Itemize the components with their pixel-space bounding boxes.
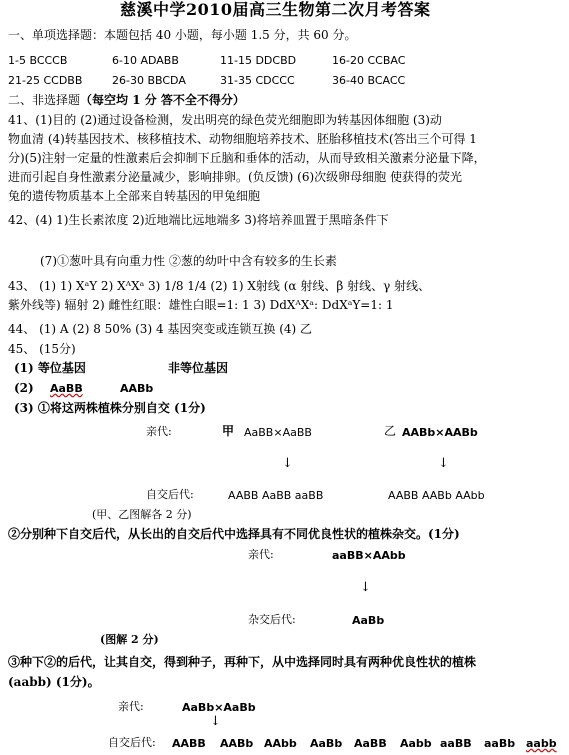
q41-line3: 分)(5)注射一定量的性激素后会抑制下丘脑和垂体的活动，从而导致相关激素分泌量下降， [8,151,486,165]
mc-answers-21-25: 21-25 CCDBB [8,74,83,87]
diagram3-parent-label: 亲代: [118,700,144,713]
q45-part3-step3-line1: ③种下②的后代，让其自交，得到种子，再种下，从中选择同时具有两种优良性状的植株 [8,655,477,669]
q43-line2: 紫外线等) 辐射 2) 雌性红眼：雄性白眼=1: 1 3) DdXᴬXᵃ: DdXᵃY=1: 1 [8,298,394,312]
diagram1-yi-offspring: AABB AABb AAbb [388,489,485,502]
diagram1-jia-offspring: AABB AaBB aaBB [228,489,324,502]
mc-answers-26-30: 26-30 BBCDA [112,74,186,87]
mc-answers-11-15: 11-15 DDCBD [220,54,297,67]
q45-part1-value: 非等位基因 [168,361,229,375]
q41-line1: 41、(1)目的 (2)通过设备检测，发出明亮的绿色荧光细胞即为转基因体细胞 (3)动 [8,113,442,127]
q41-line5: 兔的遗传物质基本上全部来自转基因的甲兔细胞 [8,189,261,203]
section2-header-note: （每空均 1 分 答不全不得分） [80,93,245,107]
page-title: 慈溪中学2010届高三生物第二次月考答案 [120,0,431,19]
diagram3-offspring-aabb9: aabb [526,737,557,750]
section1-header: 一、单项选择题：本题包括 40 小题，每小题 1.5 分，共 60 分。 [8,28,357,42]
mc-answers-16-20: 16-20 CCBAC [332,54,406,67]
q45-line1: 45、 (15分) [8,342,76,356]
diagram1-arrow-yi: ↓ [438,456,449,471]
section2-header [8,93,245,108]
diagram2-note: (图解 2 分) [100,633,159,646]
mc-answers-1-5: 1-5 BCCCB [8,54,68,67]
diagram3-offspring-aabb8: aaBb [484,737,516,750]
diagram3-arrow: ↓ [210,714,221,729]
q45-part3-step2: ②分别种下自交后代，从长出的自交后代中选择具有不同优良性状的植株杂交。(1分) [8,527,460,541]
diagram3-offspring-aabb7: aaBB [440,737,472,750]
q42-line1: 42、(4) 1)生长素浓度 2)近地端比远地端多 3)将培养皿置于黑暗条件下 [8,213,389,227]
diagram3-offspring-label: 自交后代: [108,736,156,749]
diagram3-offspring-aabb1: AABB [172,737,206,750]
q43-line1: 43、 (1) 1) XᵃY 2) XᴬXᵃ 3) 1/8 1/4 (2) 1) X射线 (α 射线、β 射线、γ 射线、 [8,279,431,293]
diagram1-jia-label: 甲 [222,424,235,438]
q44-line1: 44、 (1) A (2) 8 50% (3) 4 基因突变或连锁互换 (4) 乙 [8,322,313,336]
diagram1-note: (甲、乙图解各 2 分) [92,508,192,521]
diagram3-offspring-aabb6: Aabb [400,737,432,750]
diagram3-cross: AaBb×AaBb [182,701,256,714]
diagram3-offspring-aabb3: AAbb [264,737,297,750]
q45-genotype-yi: AABb [120,382,154,395]
diagram2-offspring: AaBb [352,614,385,627]
diagram3-offspring-aabb2: AABb [220,737,254,750]
diagram2-arrow: ↓ [360,580,371,595]
q45-genotype-jia: AaBB [50,382,83,395]
diagram2-parent-label: 亲代: [248,548,274,561]
diagram3-offspring-aabb4: AaBb [310,737,343,750]
q42-line2: (7)①葱叶具有向重力性 ②葱的幼叶中含有较多的生长素 [40,254,337,268]
mc-answers-6-10: 6-10 ADABB [112,54,179,67]
q41-line2: 物血清 (4)转基因技术、核移植技术、动物细胞培养技术、胚胎移植技术(答出三个可得 1 [8,132,477,146]
mc-answers-36-40: 36-40 BCACC [332,74,406,87]
q45-part2-label: (2) [14,381,34,395]
diagram1-parent-label: 亲代: [146,425,172,438]
diagram1-jia-cross: AaBB×AaBB [244,426,312,439]
q45-part3-step3-line2: (aabb) (1分)。 [8,675,100,689]
q45-part3-step1: (3) ①将这两株植株分别自交 (1分) [14,401,206,415]
q41-line4: 进而引起自身性激素分泌量减少，影响排卵。(负反馈) (6)次级卵母细胞 使获得的荧光 [8,170,462,184]
diagram1-offspring-label: 自交后代: [146,488,194,501]
section2-header-prefix: 二、非选择题 [8,93,81,107]
q45-part1-label: (1) 等位基因 [14,361,86,375]
diagram2-offspring-label: 杂交后代: [248,613,296,626]
mc-answers-31-35: 31-35 CDCCC [220,74,295,87]
diagram1-yi-cross: AABb×AABb [402,426,478,439]
diagram1-arrow-jia: ↓ [282,456,293,471]
diagram3-offspring-aabb5: AaBB [354,737,387,750]
diagram2-cross: aaBB×AAbb [332,549,406,562]
diagram1-yi-label: 乙 [384,424,397,438]
